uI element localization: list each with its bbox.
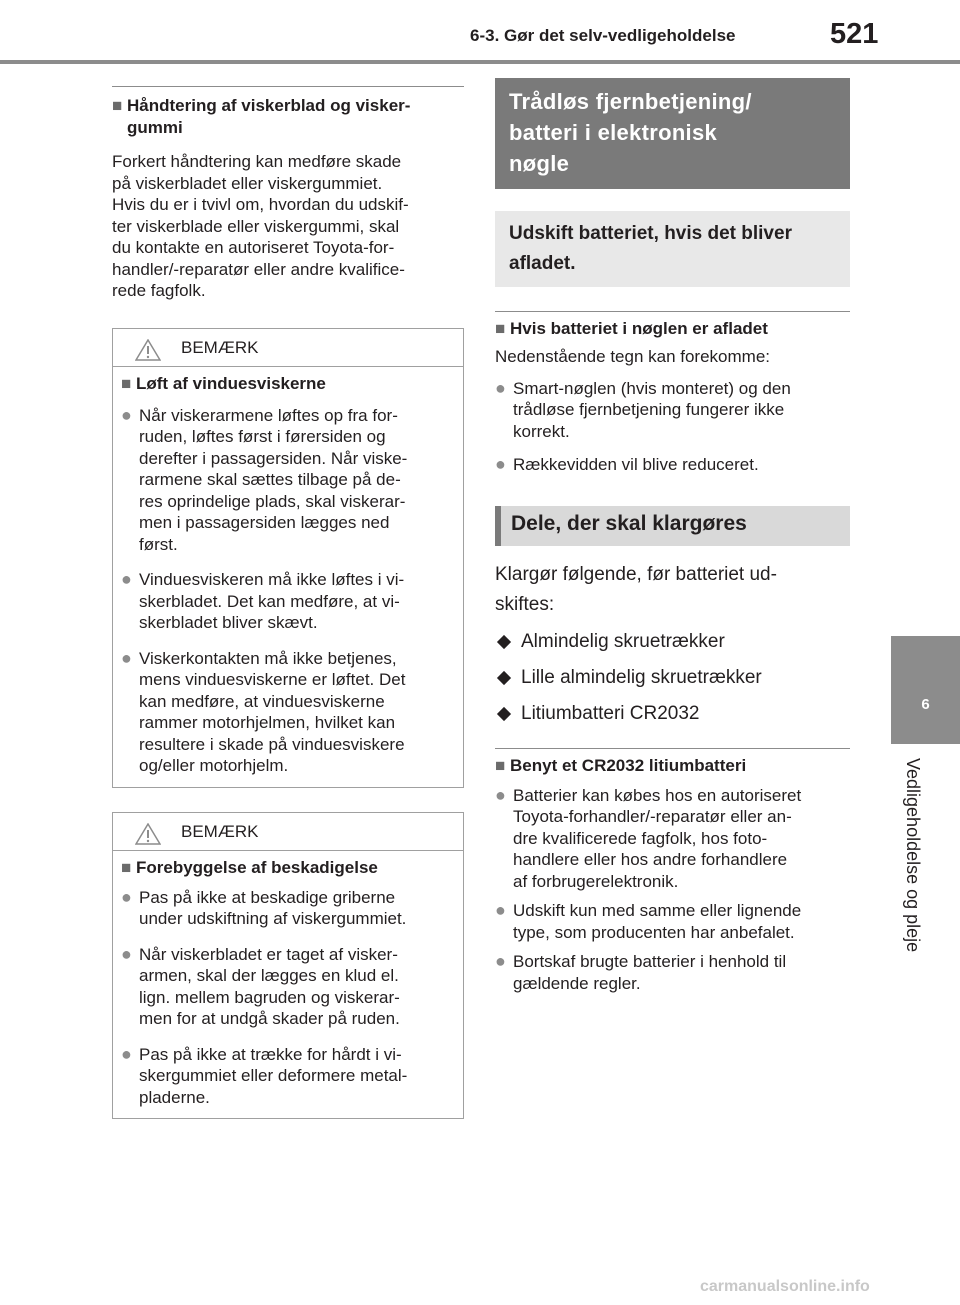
square-bullet-icon: ■ — [495, 319, 506, 338]
square-bullet-icon: ■ — [121, 857, 132, 877]
divider — [112, 86, 464, 87]
diamond-bullet-icon — [497, 706, 511, 720]
list-item: Almindelig skruetrækker — [495, 630, 850, 654]
page-number: 521 — [830, 18, 879, 50]
square-bullet-icon: ■ — [112, 96, 123, 115]
watermark: carmanualsonline.info — [700, 1278, 870, 1295]
paragraph: Forkert håndtering kan medføre skade på viskerbladet eller viskergummiet. Hvis du er i tvivl om, hvordan du udskif- ter viskerblade eller viskergummi, skal du kontakte en autoriseret Toyota-for- handler/-reparatør eller andre kvalifice- rede fagfolk. — [112, 152, 409, 300]
list-item: Litiumbatteri CR2032 — [495, 702, 850, 726]
paragraph: Nedenstående tegn kan forekomme: — [495, 347, 771, 366]
square-bullet-icon: ■ — [495, 755, 506, 775]
bullet-dot-icon: ● — [121, 886, 132, 907]
bullet-dot-icon: ● — [121, 943, 132, 964]
notice-header — [113, 813, 463, 851]
paragraph: Klargør følgende, før batteriet ud- skiftes: — [495, 563, 777, 615]
bullet-dot-icon: ● — [495, 951, 506, 971]
subsection-title: ■ Benyt et CR2032 litiumbatteri — [495, 755, 747, 775]
bullet-dot-icon: ● — [121, 404, 132, 425]
list-item: ● Viskerkontakten må ikke betjenes, mens vinduesviskerne er løftet. Det kan medføre, at vinduesviskerne rammer motorhjelmen, hvilket kan resultere i skade på vinduesviskere og/eller motorhjelm. — [121, 647, 406, 775]
chapter-label: Vedligeholdelse og pleje — [903, 758, 923, 953]
diamond-bullet-icon — [497, 634, 511, 648]
list-item: ● Rækkevidden vil blive reduceret. — [495, 454, 759, 474]
notice-label: BEMÆRK — [181, 821, 259, 841]
section-heading: 6-3. Gør det selv-vedligeholdelse — [470, 26, 736, 45]
list-item: ● Pas på ikke at trække for hårdt i vi- skergummiet eller deformere metal- pladerne. — [121, 1043, 408, 1107]
list-item: ● Vinduesviskeren må ikke løftes i vi- skerbladet. Det kan medføre, at vi- skerbladet bliver skævt. — [121, 569, 405, 632]
bullet-dot-icon: ● — [121, 647, 132, 668]
notice-header — [113, 329, 463, 367]
notice-box — [112, 812, 464, 1120]
notice-title: ■ Forebyggelse af beskadigelse — [121, 857, 378, 877]
bullet-dot-icon: ● — [495, 377, 506, 398]
diamond-bullet-icon — [497, 670, 511, 684]
chapter-tab — [891, 636, 960, 744]
list-item: ● Pas på ikke at beskadige griberne under udskiftning af viskergummiet. — [121, 886, 407, 928]
notice-title: ■ Løft af vinduesviskerne — [121, 373, 326, 393]
bullet-dot-icon: ● — [495, 900, 506, 920]
list-item: ● Når viskerbladet er taget af visker- armen, skal der lægges en klud el. lign. mellem bagruden og viskerar- men for at undgå skader på ruden. — [121, 943, 400, 1028]
subsection-title: ■ Håndtering af viskerblad og visker-gummi — [112, 96, 411, 137]
list-item: ● Batterier kan købes hos en autoriseret Toyota-forhandler/-reparatør eller an- dre kvalificerede fagfolk, hos foto- handlere eller hos andre forhandlere af forbrugerelektronik. — [495, 784, 802, 891]
list-item: ● Udskift kun med samme eller lignende type, som producenten har anbefalet. — [495, 900, 802, 942]
list-item: ● Når viskerarmene løftes op fra for- ruden, løftes først i førersiden og derefter i passagersiden. Når viske- rarmene skal sættes tilbage på de- res oprindelige plads, skal viskerar- men i passagersiden lægges ned først. — [121, 404, 408, 554]
bullet-dot-icon: ● — [121, 1043, 132, 1064]
bullet-dot-icon: ● — [495, 454, 506, 474]
square-bullet-icon: ■ — [121, 373, 132, 393]
section-title: Dele, der skal klargøres — [495, 506, 850, 546]
right-column — [495, 78, 850, 994]
list-item: ● Bortskaf brugte batterier i henhold til gældende regler. — [495, 951, 787, 993]
warning-triangle-icon — [135, 823, 161, 845]
divider — [495, 311, 850, 312]
notice-box — [112, 328, 464, 788]
bullet-dot-icon: ● — [121, 569, 132, 589]
notice-body — [113, 851, 463, 1119]
bullet-dot-icon: ● — [495, 784, 506, 805]
notice-body — [113, 367, 463, 787]
list-item: ● Smart-nøglen (hvis monteret) og den trådløse fjernbetjening fungerer ikke korrekt. — [495, 377, 791, 441]
header-rule — [0, 60, 960, 64]
notice-label: BEMÆRK — [181, 337, 259, 357]
warning-triangle-icon — [135, 339, 161, 361]
subsection-title: ■ Hvis batteriet i nøglen er afladet — [495, 319, 768, 338]
left-column — [112, 86, 464, 1119]
main-section-title: Trådløs fjernbetjening/ batteri i elektronisk nøgle — [495, 78, 850, 189]
lead-box: Udskift batteriet, hvis det bliver afladet. — [495, 211, 850, 287]
chapter-number: 6 — [921, 696, 930, 713]
divider — [495, 748, 850, 749]
list-item: Lille almindelig skruetrækker — [495, 666, 850, 690]
